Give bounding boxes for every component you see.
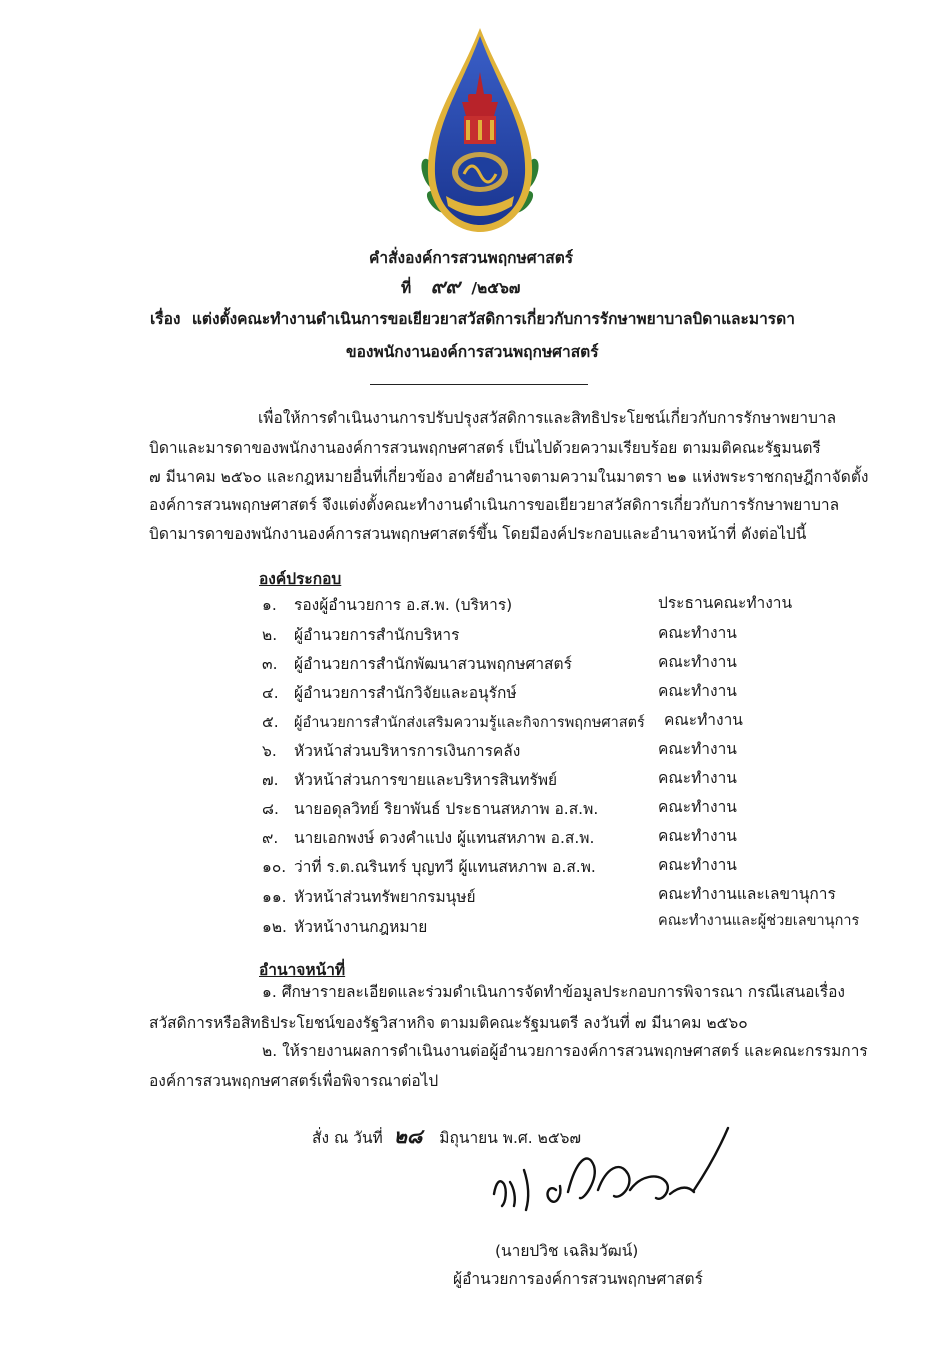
member-role: คณะทำงาน — [658, 769, 737, 787]
duty-2-line-1: ๒. ให้รายงานผลการดำเนินงานต่อผู้อำนวยการองค์การสวนพฤกษศาสตร์ และคณะกรรมการ — [262, 1042, 868, 1060]
member-name: ผู้อำนวยการสำนักบริหาร — [294, 626, 460, 644]
member-num: ๑๒. — [262, 918, 287, 936]
member-role: คณะทำงาน — [658, 827, 737, 845]
member-num: ๖. — [262, 742, 277, 760]
member-row — [262, 825, 594, 850]
member-name: รองผู้อำนวยการ อ.ส.พ. (บริหาร) — [294, 596, 513, 614]
duty-1-line-1: ๑. ศึกษารายละเอียดและร่วมดำเนินการจัดทำข้อมูลประกอบการพิจารณา กรณีเสนอเรื่อง — [262, 983, 845, 1001]
member-role: คณะทำงาน — [664, 711, 743, 729]
subject-line-1 — [150, 306, 795, 331]
subject-line-2: ของพนักงานองค์การสวนพฤกษศาสตร์ — [346, 343, 599, 361]
member-role: คณะทำงาน — [658, 798, 737, 816]
member-role: คณะทำงานและเลขานุการ — [658, 885, 836, 903]
order-title: คำสั่งองค์การสวนพฤกษศาสตร์ — [369, 249, 574, 267]
signer-name: (นายปวิช เฉลิมวัฒน์) — [495, 1242, 639, 1260]
order-number-suffix: /๒๕๖๗ — [471, 279, 521, 297]
member-num: ๘. — [262, 800, 279, 818]
signer-title: ผู้อำนวยการองค์การสวนพฤกษศาสตร์ — [453, 1270, 703, 1288]
member-row — [262, 592, 512, 617]
handwritten-signature-icon — [480, 1120, 750, 1220]
subject-label: เรื่อง — [150, 310, 181, 328]
preamble-line-1: เพื่อให้การดำเนินงานการปรับปรุงสวัสดิการและสิทธิประโยชน์เกี่ยวกับการรักษาพยาบาล — [258, 409, 837, 427]
member-role: คณะทำงาน — [658, 624, 737, 642]
member-row — [262, 854, 596, 879]
order-number-prefix: ที่ — [401, 279, 412, 297]
member-name: หัวหน้าส่วนทรัพยากรมนุษย์ — [294, 888, 476, 906]
preamble-line-3: ๗ มีนาคม ๒๕๖๐ และกฎหมายอื่นที่เกี่ยวข้อง อาศัยอำนาจตามความในมาตรา ๒๑ แห่งพระราชกฤษฎีกาจัดตั้ง — [149, 468, 869, 486]
member-num: ๔. — [262, 684, 279, 702]
order-day-handwritten: ๒๘ — [393, 1124, 423, 1148]
member-name: ผู้อำนวยการสำนักวิจัยและอนุรักษ์ — [294, 684, 517, 702]
member-row — [262, 709, 645, 734]
member-row — [262, 651, 572, 676]
preamble-line-4: องค์การสวนพฤกษศาสตร์ จึงแต่งตั้งคณะทำงานดำเนินการขอเยียวยาสวัสดิการเกี่ยวกับการรักษาพยาบาล — [149, 496, 840, 514]
ordered-on-label: สั่ง ณ วันที่ — [312, 1129, 383, 1147]
duties-heading: อำนาจหน้าที่ — [259, 961, 346, 979]
member-num: ๓. — [262, 655, 278, 673]
member-name: ว่าที่ ร.ต.ณรินทร์ บุญทวี ผู้แทนสหภาพ อ.ส.พ. — [294, 858, 596, 876]
member-name: หัวหน้าส่วนบริหารการเงินการคลัง — [294, 742, 521, 760]
member-row — [262, 796, 598, 821]
member-row — [262, 914, 427, 939]
preamble-line-2: บิดาและมารดาของพนักงานองค์การสวนพฤกษศาสตร์ เป็นไปด้วยความเรียบร้อย ตามมติคณะรัฐมนตรี — [149, 439, 821, 457]
duty-1-line-2: สวัสดิการหรือสิทธิประโยชน์ของรัฐวิสาหกิจ ตามมติคณะรัฐมนตรี ลงวันที่ ๗ มีนาคม ๒๕๖๐ — [149, 1014, 748, 1032]
member-name: หัวหน้างานกฎหมาย — [294, 918, 428, 936]
duty-2-line-2: องค์การสวนพฤกษศาสตร์เพื่อพิจารณาต่อไป — [149, 1072, 439, 1090]
member-num: ๑๐. — [262, 858, 287, 876]
member-row — [262, 738, 520, 763]
member-row — [262, 680, 517, 705]
header-divider — [370, 384, 588, 385]
member-role: คณะทำงาน — [658, 653, 737, 671]
order-number-handwritten: ๙๙ — [430, 274, 460, 298]
member-name: ผู้อำนวยการสำนักส่งเสริมความรู้และกิจการพฤกษศาสตร์ — [294, 715, 645, 731]
member-role: คณะทำงาน — [658, 740, 737, 758]
member-name: ผู้อำนวยการสำนักพัฒนาสวนพฤกษศาสตร์ — [294, 655, 572, 673]
composition-heading: องค์ประกอบ — [259, 570, 342, 588]
member-num: ๙. — [262, 829, 279, 847]
subject-text-1: แต่งตั้งคณะทำงานดำเนินการขอเยียวยาสวัสดิการเกี่ยวกับการรักษาพยาบาลบิดาและมารดา — [191, 310, 795, 328]
member-num: ๑๑. — [262, 888, 287, 906]
member-name: นายเอกพงษ์ ดวงคำแปง ผู้แทนสหภาพ อ.ส.พ. — [294, 829, 595, 847]
member-num: ๗. — [262, 771, 279, 789]
member-name: หัวหน้าส่วนการขายและบริหารสินทรัพย์ — [294, 771, 558, 789]
member-row — [262, 622, 459, 647]
member-num: ๒. — [262, 626, 278, 644]
member-role: คณะทำงานและผู้ช่วยเลขานุการ — [658, 913, 860, 929]
member-role: คณะทำงาน — [658, 856, 737, 874]
member-row — [262, 884, 476, 909]
member-num: ๕. — [262, 713, 279, 731]
preamble-line-5: บิดามารดาของพนักงานองค์การสวนพฤกษศาสตร์ขึ้น โดยมีองค์ประกอบและอำนาจหน้าที่ ดังต่อไปนี้ — [149, 525, 807, 543]
order-number-line — [401, 270, 520, 302]
member-role: ประธานคณะทำงาน — [658, 594, 793, 612]
member-row — [262, 767, 557, 792]
droplet-emblem-icon — [418, 24, 542, 239]
member-role: คณะทำงาน — [658, 682, 737, 700]
order-month-year: มิถุนายน พ.ศ. ๒๕๖๗ — [439, 1129, 582, 1147]
member-num: ๑. — [262, 596, 277, 614]
member-name: นายอดุลวิทย์ ริยาพันธ์ ประธานสหภาพ อ.ส.พ. — [294, 800, 599, 818]
